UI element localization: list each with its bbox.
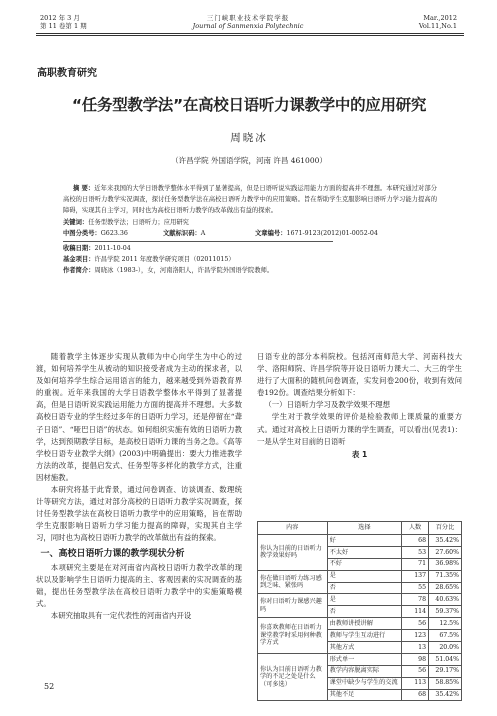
section-tag: 高职教育研究 (37, 68, 97, 79)
table-count-cell: 123 (402, 630, 429, 642)
table-row (258, 570, 462, 582)
table-percent-cell: 20.0% (429, 642, 462, 654)
table-question-cell: 你对日语听力课感兴趣吗 (258, 594, 328, 618)
table-header-cell: 选择 (327, 522, 402, 535)
table-option-cell: 教师与学生互动进行 (327, 630, 402, 642)
table-header-row (258, 522, 462, 535)
fund-text: 许昌学院 2011 年度教学研究项目（02011015） (94, 255, 235, 263)
table-row (258, 653, 462, 665)
table-option-cell: 是 (327, 570, 402, 582)
table-percent-cell: 71.35% (429, 570, 462, 582)
table-header-cell: 百分比 (429, 522, 462, 535)
table-count-cell: 98 (402, 653, 429, 665)
table-count-cell: 53 (402, 546, 429, 558)
table-count-cell: 55 (402, 582, 429, 594)
header-right: Mar.,2012 Vol.11,No.1 (418, 14, 457, 30)
author-affiliation: （许昌学院 外国语学院，河南 许昌 461000） (171, 156, 327, 165)
article-id: 1671-9123(2012)01-0052-04 (286, 229, 378, 237)
table-percent-cell: 59.37% (429, 606, 462, 618)
page-number: 52 (44, 682, 55, 691)
table-count-cell: 114 (402, 606, 429, 618)
body-paragraph: 学生对于教学效果的评价是检验教师上课质量的重要方式。通过对高校上日语听力课的学生调查，可以看出(见表1)：一是从学生对目前的日语听 (257, 412, 462, 446)
table-option-cell: 不太好 (327, 546, 402, 558)
body-paragraph: 本研究抽取具有一定代表性的河南省内开设 (50, 610, 192, 620)
table-count-cell: 56 (402, 618, 429, 630)
header-left: 2012 年 3 月 第 11 卷第 1 期 (40, 14, 87, 30)
section-heading: 一、高校日语听力课的教学现状分析 (40, 548, 185, 559)
keywords-label: 关键词： (63, 218, 89, 226)
keywords-line (63, 217, 437, 228)
table-option-cell: 不好 (327, 558, 402, 570)
author-bio-line (63, 265, 437, 276)
table-question-cell: 你喜欢教师在日语听力课堂教学时采用何种教学方式 (258, 618, 328, 654)
received-line (63, 243, 437, 254)
table-count-cell: 13 (402, 642, 429, 654)
body-paragraph: 本研究将基于此背景，通过问卷调查、访谈调查、数理统计等研究方法，通过对部分高校的日语听力教学实况调查，探讨任务型教学法在高校日语听力教学中的应用策略，旨在帮助学生克服影响日语听力学习能力提高的障碍，实现其自主学习，同时也为高校日语听力教学的改革做出有益的探索。 (36, 485, 242, 543)
bio-label: 作者简介： (63, 266, 95, 274)
table-count-cell: 56 (402, 665, 429, 677)
table-percent-cell: 28.65% (429, 582, 462, 594)
table-question-cell: 你在做日语听力练习感到乏味、紧张吗 (258, 570, 328, 594)
doc-code-label: 文献标识码： (163, 229, 201, 237)
table-count-cell: 68 (402, 689, 429, 701)
table-row (258, 618, 462, 630)
clc-label: 中图分类号： (63, 229, 101, 237)
fund-line (63, 254, 437, 265)
body-paragraph: 随着教学主体逐步实现从教师为中心向学生为中心的过渡，如何培养学生从被动的知识接受者成为主动的探求者，以及如何培养学生综合运用语言的能力，越来越受到外语教育界的重视。近年来我国的大学日语教学整体水平得到了显著提高，但是日语听说实践运用能力方面的提高并不理想。大多数高校日语专业的学生经过多年的日语听力学习，还是停留在“聋子日语”、“哑巴日语”的状态。如何组织实施有效的日语听力教学，达到预期教学目标，是高校日语听力课的当务之急。《高等学校日语专业教学大纲》(2003)中明确提出：要大力推进教学方法的改革，提倡启发式、任务型等多样化的教学方式，注重因材施教。 (36, 352, 242, 482)
table-count-cell: 71 (402, 558, 429, 570)
classification-line (63, 228, 437, 239)
left-column (36, 351, 242, 622)
table-percent-cell: 40.63% (429, 594, 462, 606)
body-paragraph: 日语专业的部分本科院校。包括河南师范大学、河南科技大学、洛阳师院、许昌学院等开设日语听力课大二、大三的学生进行了大面积的随机问卷调查，实发问卷200份，收到有效问卷192份。调查结果分析如下： (257, 352, 462, 398)
table-caption: 表 1 (351, 449, 368, 459)
table-count-cell: 68 (402, 535, 429, 547)
abstract-block (63, 183, 437, 276)
table-option-cell: 其他不足 (327, 689, 402, 701)
table-count-cell: 78 (402, 594, 429, 606)
table-option-cell: 否 (327, 582, 402, 594)
keywords-text: 任务型教学法；日语听力；应用研究 (88, 218, 189, 226)
table-count-cell: 137 (402, 570, 429, 582)
table-option-cell: 好 (327, 535, 402, 547)
fund-label: 基金项目： (63, 255, 95, 263)
table-question-cell: 你认为目前日语听力教学的不足之处是什么（可多选） (258, 653, 328, 701)
body-paragraph: 本项研究主要是在对河南省内高校日语听力教学改革的现状以及影响学生日语听力提高的主、客观因素的实况调查的基础，提出任务型教学法在高校日语听力教学中的实施策略模式。 (36, 562, 242, 608)
table-percent-cell: 12.5% (429, 618, 462, 630)
clc-code: G623.36 (100, 229, 128, 237)
table-percent-cell: 27.60% (429, 546, 462, 558)
doc-code: A (200, 229, 206, 237)
bio-text: 周晓冰（1983-），女，河南洛阳人，许昌学院外国语学院教师。 (94, 266, 274, 274)
table-option-cell: 形式单一 (327, 653, 402, 665)
right-column (257, 351, 462, 461)
table-option-cell: 课堂中缺少与学生的交流 (327, 677, 402, 689)
table-row (258, 535, 462, 547)
header-rule (36, 33, 464, 34)
received-label: 收稿日期： (63, 244, 95, 252)
header-center: 三门峡职业技术学院学报 Journal of Sanmenxia Polytechnic (192, 14, 304, 30)
author-name: 周晓冰 (230, 132, 268, 144)
table-row (258, 594, 462, 606)
table-option-cell: 教学内容脱离实际 (327, 665, 402, 677)
table-percent-cell: 67.5% (429, 630, 462, 642)
article-id-label: 文章编号： (255, 229, 287, 237)
table-option-cell: 是 (327, 594, 402, 606)
table-percent-cell: 35.42% (429, 689, 462, 701)
header-rule-thin (36, 35, 464, 36)
table-percent-cell: 58.85% (429, 677, 462, 689)
table-percent-cell: 35.42% (429, 535, 462, 547)
survey-table (257, 521, 462, 701)
abstract-label: 摘 要： (73, 185, 95, 192)
table-header-cell: 人数 (402, 522, 429, 535)
table-question-cell: 你认为目前的日语听力教学效果好吗 (258, 535, 328, 571)
article-title: “任务型教学法”在高校日语听力课教学中的应用研究 (71, 96, 427, 114)
table-count-cell: 113 (402, 677, 429, 689)
table-option-cell: 其他方式 (327, 642, 402, 654)
table-percent-cell: 29.17% (429, 665, 462, 677)
received-date: 2011-10-04 (94, 244, 131, 252)
table-option-cell: 否 (327, 606, 402, 618)
table-percent-cell: 51.04% (429, 653, 462, 665)
table-option-cell: 由教师讲授讲解 (327, 618, 402, 630)
abstract-text: 近年来我国的大学日语教学整体水平得到了显著提高，但是日语听说实践运用能力方面的提高并不理想。本研究通过对部分高校的日语听力教学实况调查，探讨任务型教学法在高校日语听力教学中的应用策略。旨在帮助学生克服影响日语听力学习能力提高的障碍，实现其自主学习，同时也为高校日语听力教学的改革做出有益的探索。 (63, 185, 438, 215)
table-percent-cell: 36.98% (429, 558, 462, 570)
table-header-cell: 内容 (258, 522, 328, 535)
subsection-heading: （一）日语听力学习及教学效果不理想 (264, 400, 391, 410)
footnote-rule (63, 241, 333, 242)
